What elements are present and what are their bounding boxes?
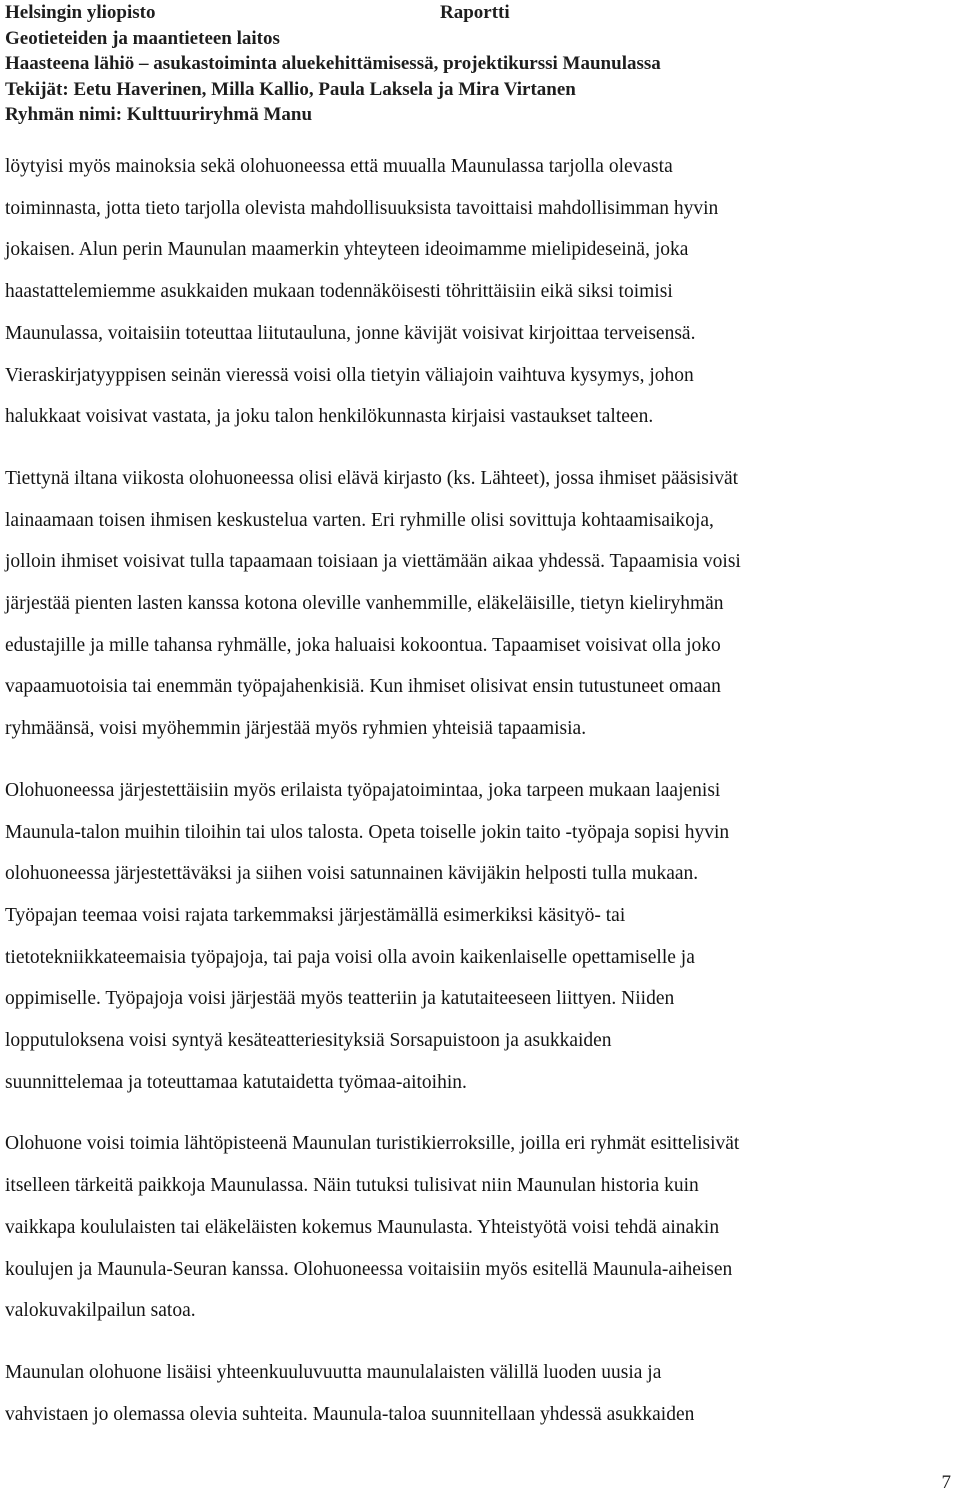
- course-name: Haasteena lähiö – asukastoiminta aluekehittämisessä, projektikurssi Maunulassa: [5, 53, 661, 74]
- text-line: ryhmäänsä, voisi myöhemmin järjestää myös ryhmien yhteisiä tapaamisia.: [5, 718, 587, 740]
- text-line: itselleen tärkeitä paikkoja Maunulassa. Näin tutuksi tulisivat niin Maunulan historia kuin: [5, 1175, 699, 1197]
- page-number: 7: [941, 1472, 951, 1493]
- text-line: lainaamaan toisen ihmisen keskustelua varten. Eri ryhmille olisi sovittuja kohtaamisaikoja,: [5, 509, 714, 531]
- department-name: Geotieteiden ja maantieteen laitos: [5, 27, 280, 49]
- authors: Tekijät: Eetu Haverinen, Milla Kallio, Paula Laksela ja Mira Virtanen: [5, 78, 576, 100]
- header-line-university: [5, 0, 945, 26]
- text-line: vahvistaen jo olemassa olevia suhteita. Maunula-taloa suunnitellaan yhdessä asukkaiden: [5, 1403, 695, 1425]
- paragraph-5: [5, 1352, 950, 1435]
- text-line: suunnittelemaa ja toteuttamaa katutaidetta työmaa-aitoihin.: [5, 1071, 467, 1093]
- text-line: valokuvakilpailun satoa.: [5, 1300, 196, 1322]
- text-line: Maunula-talon muihin tiloihin tai ulos talosta. Opeta toiselle jokin taito -työpaja sopisi hyvin: [5, 821, 730, 843]
- paragraph-4: [5, 1123, 950, 1332]
- paragraph-1: [5, 146, 950, 438]
- text-line: toiminnasta, jotta tieto tarjolla olevista mahdollisuuksista tavoittaisi mahdollisimman hyvin: [5, 197, 719, 219]
- text-line: edustajille ja mille tahansa ryhmälle, joka haluaisi kokoontua. Tapaamiset voisivat olla joko: [5, 634, 721, 656]
- text-line: haastattelemiemme asukkaiden mukaan todennäköisesti töhrittäisiin eikä siksi toimisi: [5, 281, 673, 303]
- text-line: koulujen ja Maunula-Seuran kanssa. Olohuoneessa voitaisiin myös esitellä Maunula-aiheisen: [5, 1258, 733, 1280]
- text-line: vaikkapa koululaisten tai eläkeläisten kokemus Maunulasta. Yhteistyötä voisi tehdä ainakin: [5, 1216, 720, 1238]
- group-name: Ryhmän nimi: Kulttuuriryhmä Manu: [5, 104, 313, 125]
- document-header: [5, 0, 945, 128]
- university-name: Helsingin yliopisto: [5, 2, 156, 23]
- text-line: löytyisi myös mainoksia sekä olohuoneessa että muualla Maunulassa tarjolla olevasta: [5, 156, 673, 177]
- text-line: jokaisen. Alun perin Maunulan maamerkin yhteyteen ideoimamme mielipideseinä, joka: [5, 239, 689, 261]
- text-line: järjestää pienten lasten kanssa kotona oleville vanhemmille, eläkeläisille, tietyn kieliryhmän: [5, 593, 724, 615]
- text-line: jolloin ihmiset voisivat tulla tapaamaan toisiaan ja viettämään aikaa yhdessä. Tapaamisia voisi: [5, 551, 741, 573]
- text-line: Tiettynä iltana viikosta olohuoneessa olisi elävä kirjasto (ks. Lähteet), jossa ihmiset pääsisivät: [5, 467, 739, 489]
- text-line: Olohuone voisi toimia lähtöpisteenä Maunulan turistikierroksille, joilla eri ryhmät esittelisivät: [5, 1133, 740, 1155]
- text-line: lopputuloksena voisi syntyä kesäteatteriesityksiä Sorsapuistoon ja asukkaiden: [5, 1030, 612, 1052]
- document-type: Raportti: [440, 2, 510, 23]
- paragraph-2: [5, 458, 950, 750]
- text-line: Maunulassa, voitaisiin toteuttaa liitutauluna, jonne kävijät voisivat kirjoittaa terveisensä.: [5, 322, 696, 344]
- text-line: oppimiselle. Työpajoja voisi järjestää myös teatteriin ja katutaiteeseen liittyen. Niiden: [5, 988, 675, 1010]
- text-line: Vieraskirjatyyppisen seinän vieressä voisi olla tietyin väliajoin vaihtuva kysymys, johon: [5, 364, 694, 386]
- document-body: [5, 146, 950, 1435]
- text-line: Maunulan olohuone lisäisi yhteenkuuluvuutta maunulalaisten välillä luoden uusia ja: [5, 1361, 662, 1383]
- text-line: Olohuoneessa järjestettäisiin myös erilaista työpajatoimintaa, joka tarpeen mukaan laajenisi: [5, 779, 721, 801]
- text-line: olohuoneessa järjestettäväksi ja siihen voisi satunnainen kävijäkin helposti tulla mukaan.: [5, 863, 699, 885]
- text-line: vapaamuotoisia tai enemmän työpajahenkisiä. Kun ihmiset olisivat ensin tutustuneet omaan: [5, 676, 721, 698]
- text-line: halukkaat voisivat vastata, ja joku talon henkilökunnasta kirjaisi vastaukset talteen.: [5, 406, 654, 428]
- text-line: Työpajan teemaa voisi rajata tarkemmaksi järjestämällä esimerkiksi käsityö- tai: [5, 904, 626, 926]
- text-line: tietotekniikkateemaisia työpajoja, tai paja voisi olla avoin kaikenlaiselle opettamiselle ja: [5, 946, 695, 968]
- paragraph-3: [5, 770, 950, 1104]
